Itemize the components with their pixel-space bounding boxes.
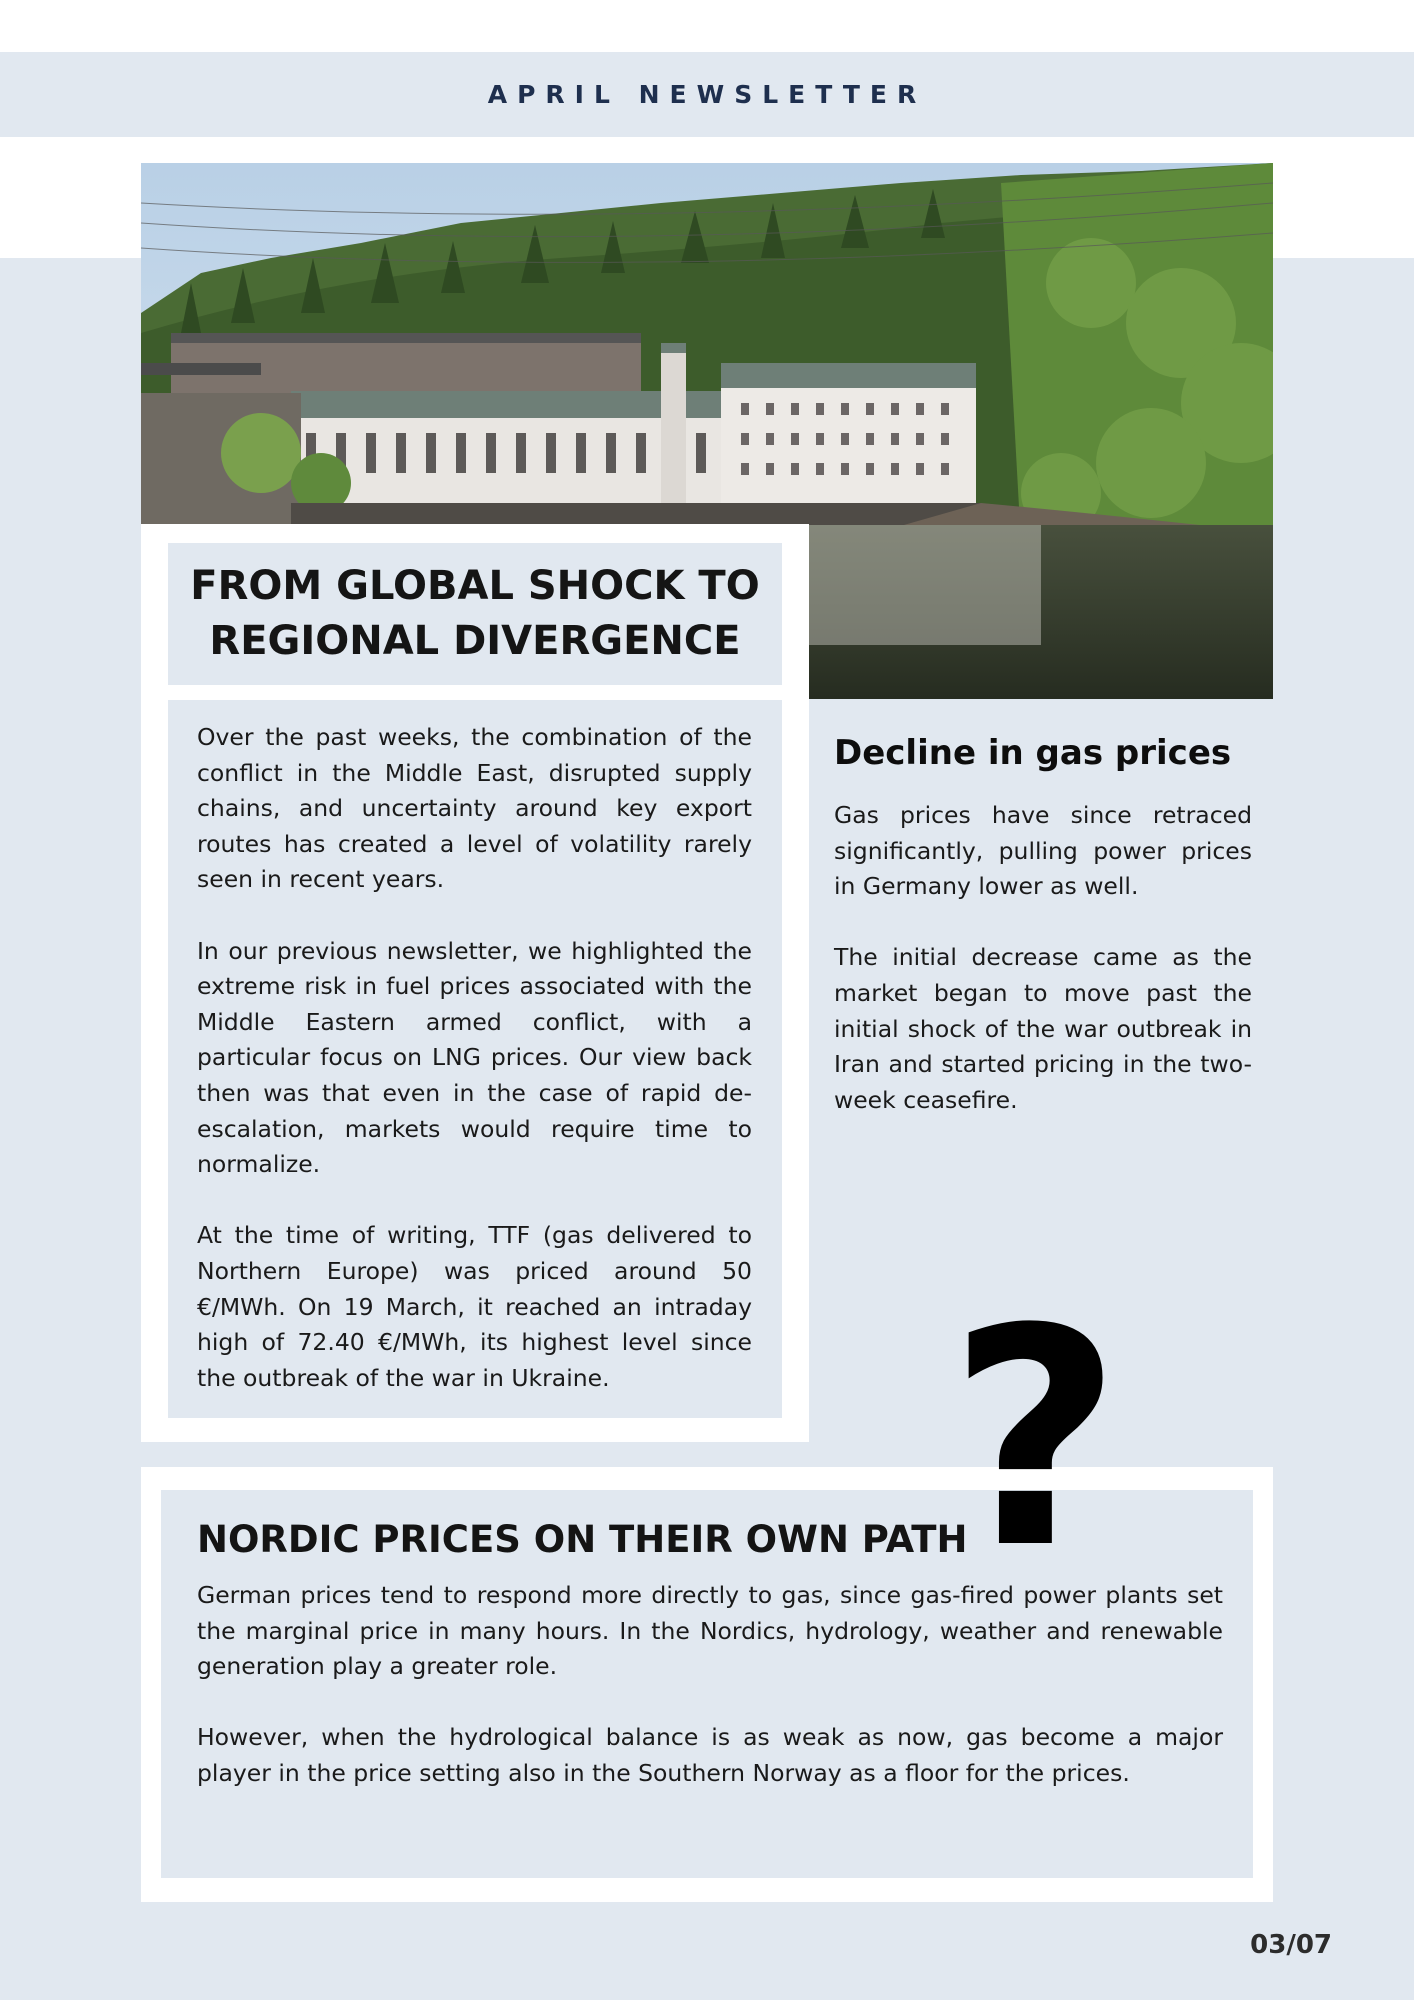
sidebar-heading: Decline in gas prices [834,733,1232,773]
feature-paragraph: Over the past weeks, the combination of the conflict in the Middle East, disrupted supply chains, and uncertainty around key export routes has created a level of volatility rarely seen in recent years. [197,723,752,894]
sidebar-body [834,798,1252,1154]
sidebar-paragraph: Gas prices have since retraced significantly, pulling power prices in Germany lower as well. [834,801,1252,901]
nordic-paragraph: However, when the hydrological balance is as weak as now, gas become a major player in the price setting also in the Southern Norway as a floor for the prices. [197,1723,1223,1787]
feature-title [168,543,782,685]
feature-title-line-2: REGIONAL DIVERGENCE [209,618,741,664]
newsletter-title: APRIL NEWSLETTER [487,80,927,109]
question-mark-icon: ? [947,1265,1123,1614]
feature-paragraph: In our previous newsletter, we highlighted the extreme risk in fuel prices associated with the Middle Eastern armed conflict, with a particular focus on LNG prices. Our view back then was that even in the case of rapid de-escalation, markets would require time to normalize. [197,936,752,1179]
nordic-paragraph: German prices tend to respond more directly to gas, since gas-fired power plants set the marginal price in many hours. In the Nordics, hydrology, weather and renewable generation play a greater role. [197,1581,1223,1681]
feature-body [197,720,752,1432]
nordic-heading: NORDIC PRICES ON THEIR OWN PATH [197,1518,968,1561]
sidebar-paragraph: The initial decrease came as the market began to move past the initial shock of the war outbreak in Iran and started pricing in the two-week ceasefire. [834,943,1252,1114]
feature-title-line-1: FROM GLOBAL SHOCK TO [190,563,760,609]
page-number: 03/07 [1250,1930,1332,1960]
feature-paragraph: At the time of writing, TTF (gas delivered to Northern Europe) was priced around 50 €/MWh. On 19 March, it reached an intraday high of 72.40 €/MWh, its highest level since the outbreak of the war in Ukraine. [197,1221,752,1392]
nordic-body [197,1578,1223,1827]
